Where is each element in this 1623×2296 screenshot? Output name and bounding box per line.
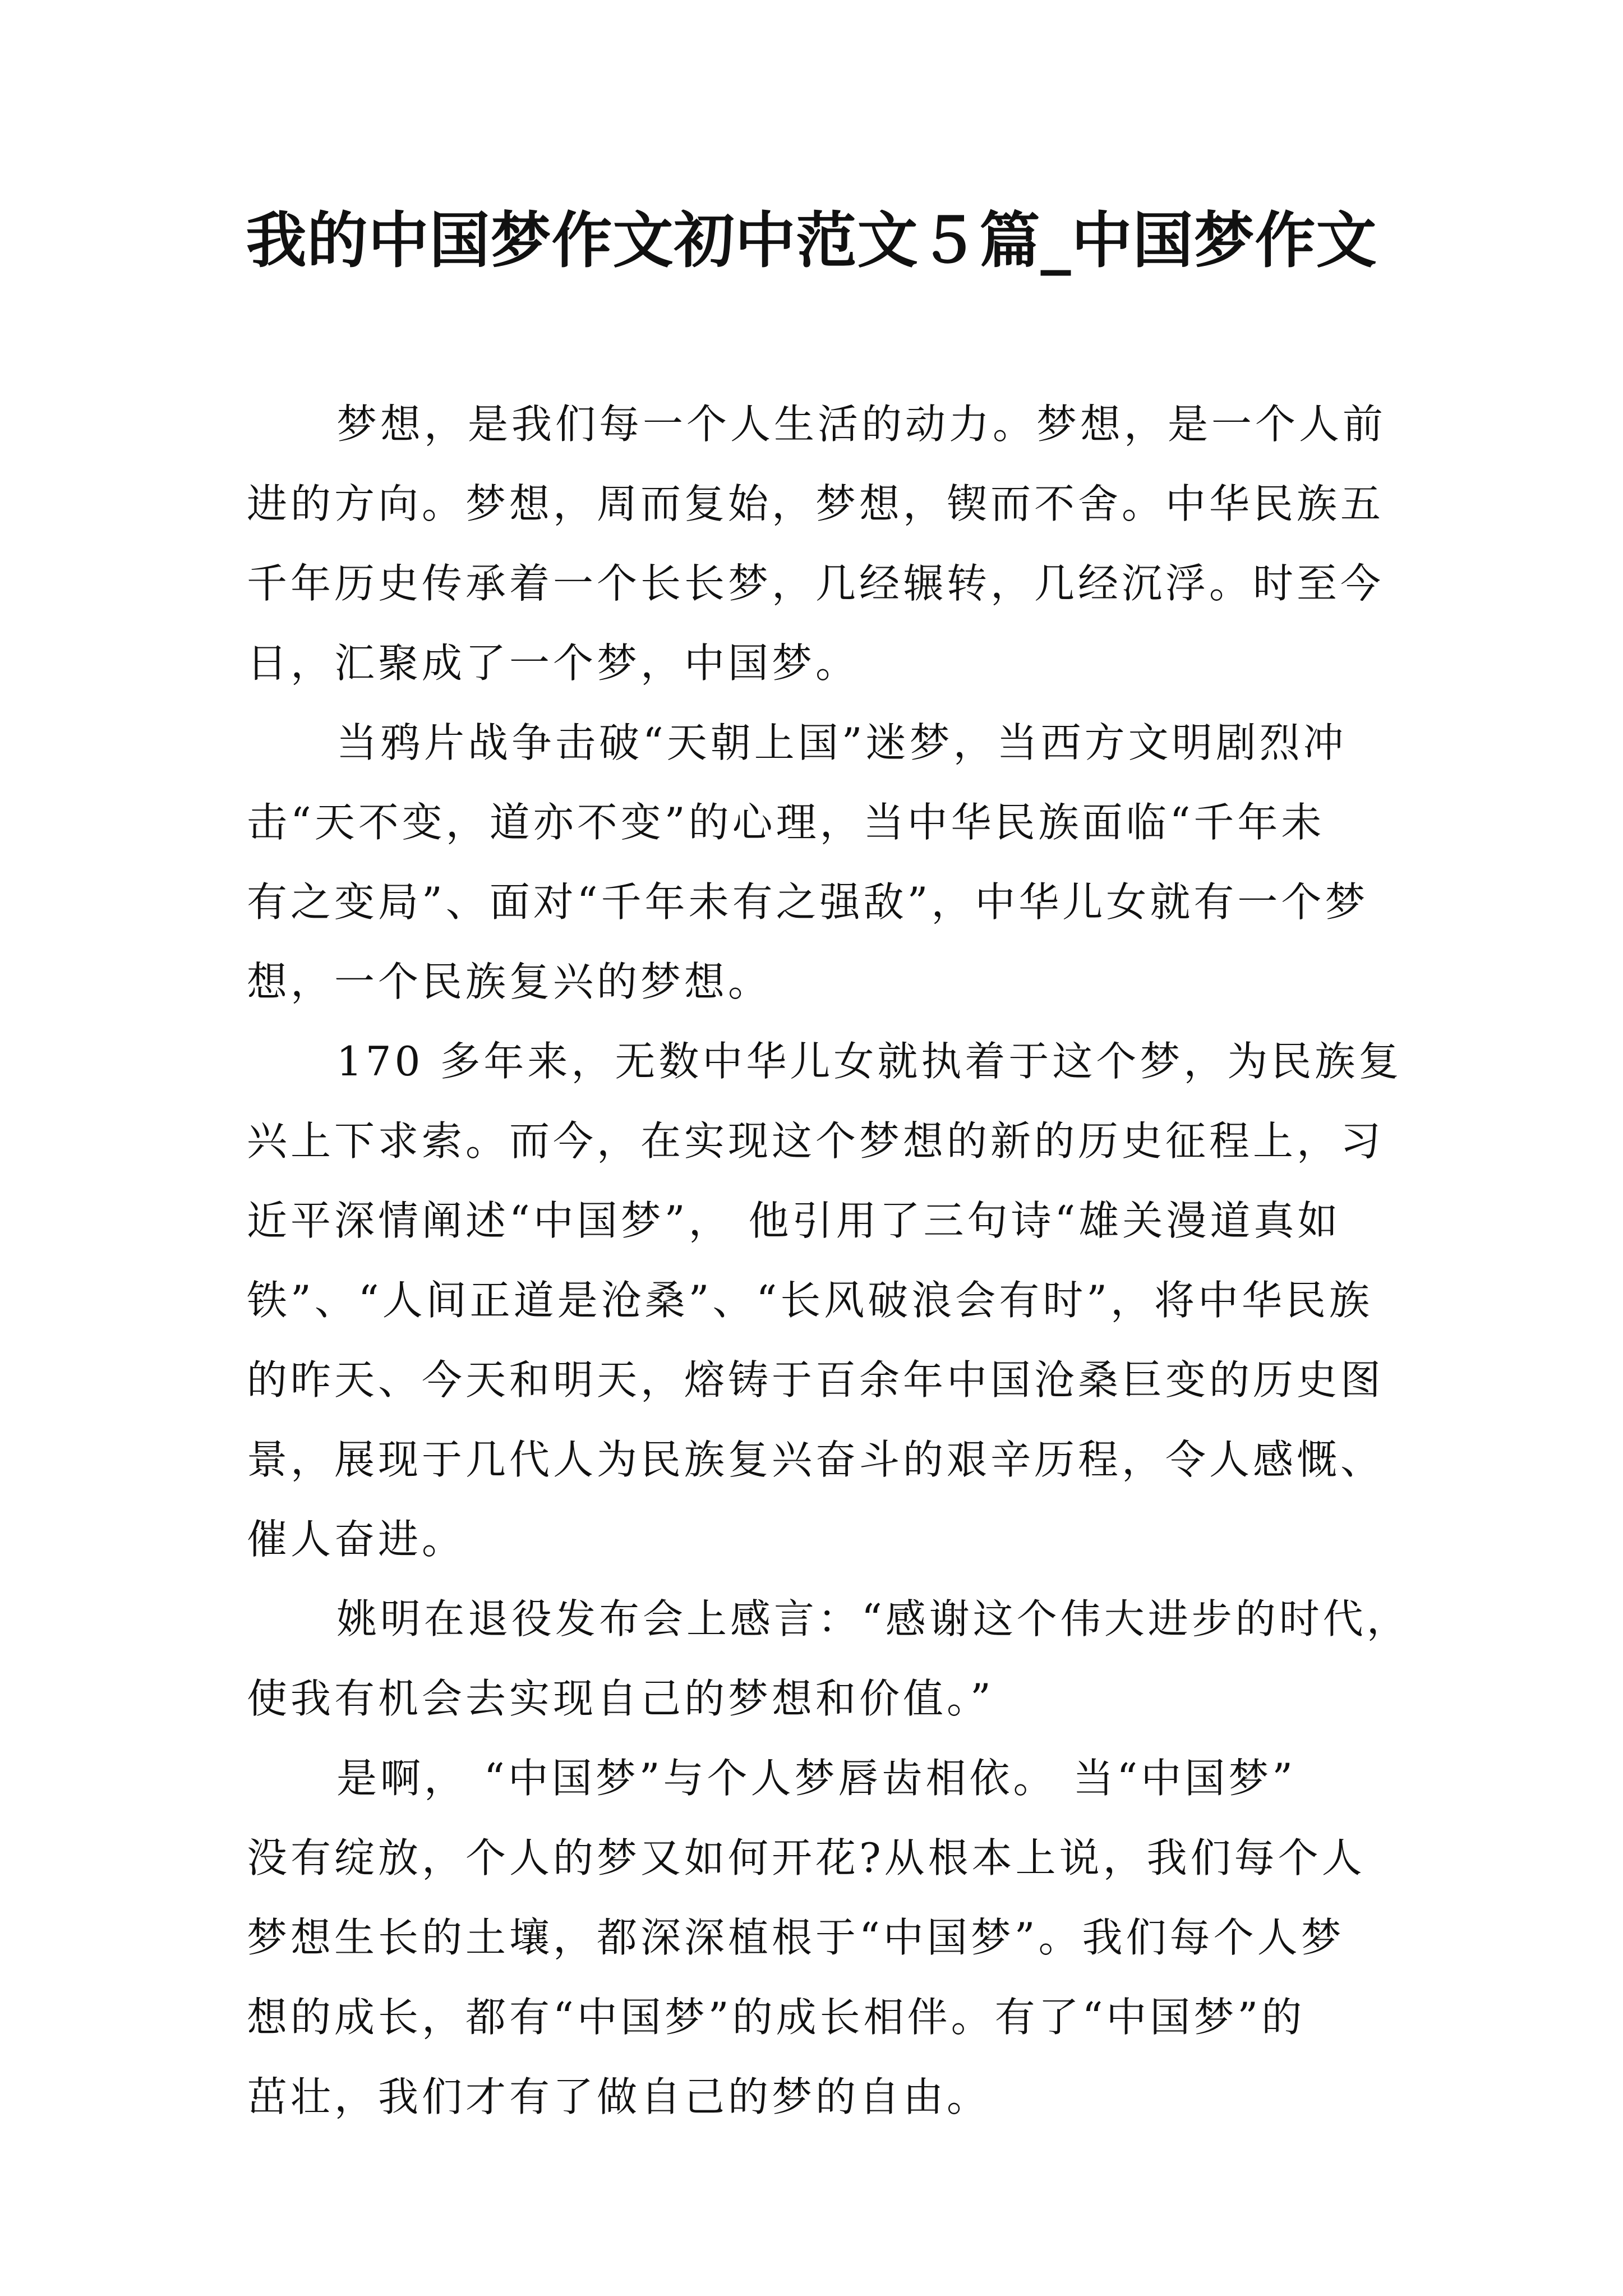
paragraph-line: 想的成长，都有“中国梦”的成长相伴。有了“中国梦”的 (247, 1994, 1306, 2041)
paragraph-line: 梦想生长的土壤，都深深植根于“中国梦”。我们每个人梦 (247, 1914, 1345, 1961)
paragraph-line: 当鸦片战争击破“天朝上国”迷梦，当西方文明剧烈冲 (336, 719, 1347, 766)
paragraph-line: 梦想，是我们每一个人生活的动力。梦想，是一个人前 (336, 401, 1387, 448)
paragraph-line: 想，一个民族复兴的梦想。 (247, 958, 772, 1005)
paragraph (247, 1579, 1410, 1738)
document-body (247, 384, 1410, 2137)
paragraph (247, 384, 1396, 703)
paragraph-line: 催人奋进。 (247, 1516, 466, 1563)
paragraph (247, 1738, 1396, 2137)
paragraph-line: 兴上下求索。而今，在实现这个梦想的新的历史征程上，习 (247, 1117, 1385, 1165)
paragraph-line: 是啊， “中国梦”与个人梦唇齿相依。 当“中国梦” (336, 1755, 1297, 1802)
paragraph-line: 使我有机会去实现自己的梦想和价值。” (247, 1675, 994, 1722)
paragraph-line: 茁壮，我们才有了做自己的梦的自由。 (247, 2073, 991, 2120)
paragraph-line: 击“天不变，道亦不变”的心理，当中华民族面临“千年未 (247, 799, 1325, 846)
paragraph-line: 没有绽放，个人的梦又如何开花?从根本上说，我们每个人 (247, 1834, 1366, 1881)
paragraph-line: 进的方向。梦想，周而复始，梦想，锲而不舍。中华民族五 (247, 480, 1385, 527)
paragraph-line: 日，汇聚成了一个梦，中国梦。 (247, 639, 860, 687)
paragraph-line: 铁”、“人间正道是沧桑”、“长风破浪会有时”，将中华民族 (247, 1277, 1373, 1324)
paragraph-line: 近平深情阐述“中国梦”， 他引用了三句诗“雄关漫道真如 (247, 1197, 1341, 1244)
paragraph-line: 千年历史传承着一个长长梦，几经辗转，几经沉浮。时至今 (247, 560, 1385, 607)
paragraph-line: 景，展现于几代人为民族复兴奋斗的艰辛历程，令人感慨、 (247, 1436, 1385, 1483)
paragraph-line: 姚明在退役发布会上感言：“感谢这个伟大进步的时代， (336, 1595, 1410, 1642)
document-title: 我的中国梦作文初中范文５篇_中国梦作文 (246, 206, 1377, 276)
paragraph-line: 的昨天、今天和明天，熔铸于百余年中国沧桑巨变的历史图 (247, 1356, 1385, 1404)
paragraph-line: 有之变局”、面对“千年未有之强敌”，中华儿女就有一个梦 (247, 878, 1369, 926)
paragraph (247, 1022, 1403, 1579)
paragraph-line: 170 多年来，无数中华儿女就执着于这个梦，为民族复 (336, 1038, 1403, 1085)
paragraph (247, 703, 1396, 1022)
